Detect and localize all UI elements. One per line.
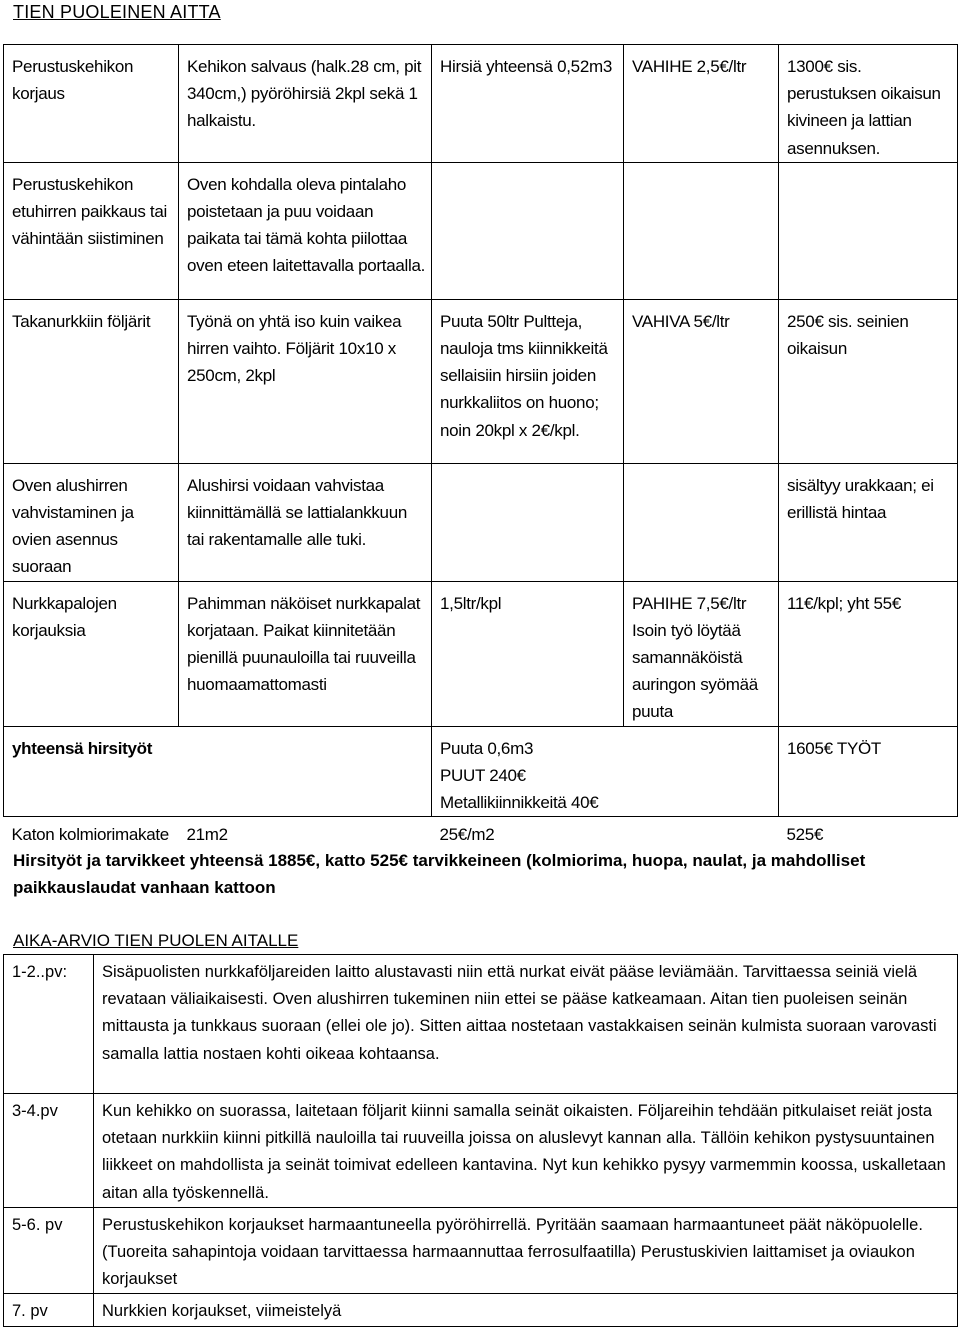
price-cell: 250€ sis. seinien oikaisun [779,299,958,463]
schedule-days: 7. pv [4,1294,94,1326]
work-cost-table [3,44,958,869]
grade-cell [624,463,779,581]
schedule-days: 1-2..pv: [4,955,94,1094]
task-cell: Oven alushirren vahvistaminen ja ovien asennus suoraan [4,463,179,581]
schedule-text: Kun kehikko on suorassa, laitetaan följarit kiinni samalla seinät oikaisten. Följareihin tehdään pitkulaiset reiät josta otetaan nurkkiin kiinni pitkillä nauloilla tai ruuveilla joissa on aluslevyt kannan alla. Tällöin kehikon pystysuuntainen liikkeet on mahdollista ja seinät toimivat edelleen kantavina. Nyt kun kehikko pysyy varmemmin koossa, uskalletaan aitan alla työskennellä. [94,1094,958,1208]
task-cell: Perustuskehikon etuhirren paikkaus tai vähintään siistiminen [4,162,179,299]
description-cell: Työnä on yhtä iso kuin vaikea hirren vaihto. Följärit 10x10 x 250cm, 2kpl [179,299,432,463]
materials-cell: 1,5ltr/kpl [432,581,624,726]
roof-unit-price: 25€/m2 [439,825,495,845]
table-row [4,463,958,581]
description-cell: Oven kohdalla oleva pintalaho poistetaan ja puu voidaan paikata tai tämä kohta piilottaa oven eteen laitettavalla portaalla. [179,162,432,299]
schedule-row [4,1207,958,1294]
grade-cell: VAHIVA 5€/ltr [624,299,779,463]
materials-cell: Hirsiä yhteensä 0,52m3 [432,45,624,163]
page-title: TIEN PUOLEINEN AITTA [13,2,221,22]
table-row [4,581,958,726]
schedule-text: Nurkkien korjaukset, viimeistelyä [94,1294,958,1326]
schedule-text: Sisäpuolisten nurkkaföljareiden laitto alustavasti niin että nurkat eivät pääse leviämään. Tarvittaessa seiniä vielä revataan väliaikaisesti. Oven alushirren tukeminen niin ettei se pääse katkeamaan. Aitan tien puoleisen seinän mittausta ja tunkkaus suoraan (ellei ole jo). Sitten aittaa nostetaan vastakkaisen seinän kulmista suoraan varovasti samalla lattia nostaen kohti oikeaa kohtaansa. [94,955,958,1094]
grade-cell: VAHIHE 2,5€/ltr [624,45,779,163]
schedule-text: Perustuskehikon korjaukset harmaantuneella pyöröhirrellä. Pyritään saamaan harmaantuneet päät näköpuolelle. (Tuoreita sahapintoja voidaan tarvittaessa harmaannuttaa ferrosulfaatilla) Perustuskivien laittamiset ja oviaukon korjaukset [94,1207,958,1294]
price-cell: sisältyy urakkaan; ei erillistä hintaa [779,463,958,581]
materials-cell: Puuta 50ltr Pultteja, nauloja tms kiinnikkeitä sellaisiin hirsiin joiden nurkkaliitos on huono; noin 20kpl x 2€/kpl. [432,299,624,463]
total-materials: Puuta 0,6m3 PUUT 240€ Metallikiinnikkeitä 40€ [432,726,779,817]
materials-cell [432,463,624,581]
roof-total: 525€ [786,825,824,845]
table-row [4,162,958,299]
schedule-title: AIKA-ARVIO TIEN PUOLEN AITALLE [13,931,299,950]
task-cell: Perustuskehikon korjaus [4,45,179,163]
task-cell: Takanurkkiin följärit [4,299,179,463]
price-cell [779,162,958,299]
roof-label: Katon kolmiorimakate [11,825,169,845]
schedule-row [4,1094,958,1208]
table-row [4,299,958,463]
roof-area: 21m2 [186,825,228,845]
schedule-days: 5-6. pv [4,1207,94,1294]
grade-cell: PAHIHE 7,5€/ltr Isoin työ löytää samannäköistä auringon syömää puuta [624,581,779,726]
table-row [4,45,958,163]
price-cell: 1300€ sis. perustuksen oikaisun kivineen ja lattian asennuksen. [779,45,958,163]
total-row [4,726,958,817]
total-label: yhteensä hirsityöt [4,726,432,817]
grade-cell [624,162,779,299]
schedule-row [4,955,958,1094]
total-price: 1605€ TYÖT [779,726,958,817]
task-cell: Nurkkapalojen korjauksia [4,581,179,726]
schedule-days: 3-4.pv [4,1094,94,1208]
materials-cell [432,162,624,299]
price-cell: 11€/kpl; yht 55€ [779,581,958,726]
summary-text: Hirsityöt ja tarvikkeet yhteensä 1885€, katto 525€ tarvikkeineen (kolmiorima, huopa, naulat, ja mahdolliset paikkauslaudat vanhaan kattoon [13,851,866,897]
description-cell: Alushirsi voidaan vahvistaa kiinnittämällä se lattialankkuun tai rakentamalle alle tuki. [179,463,432,581]
description-cell: Kehikon salvaus (halk.28 cm, pit 340cm,) pyöröhirsiä 2kpl sekä 1 halkaistu. [179,45,432,163]
schedule-row [4,1294,958,1326]
description-cell: Pahimman näköiset nurkkapalat korjataan. Paikat kiinnitetään pienillä puunauloilla tai ruuveilla huomaamattomasti [179,581,432,726]
schedule-table [3,954,958,1327]
